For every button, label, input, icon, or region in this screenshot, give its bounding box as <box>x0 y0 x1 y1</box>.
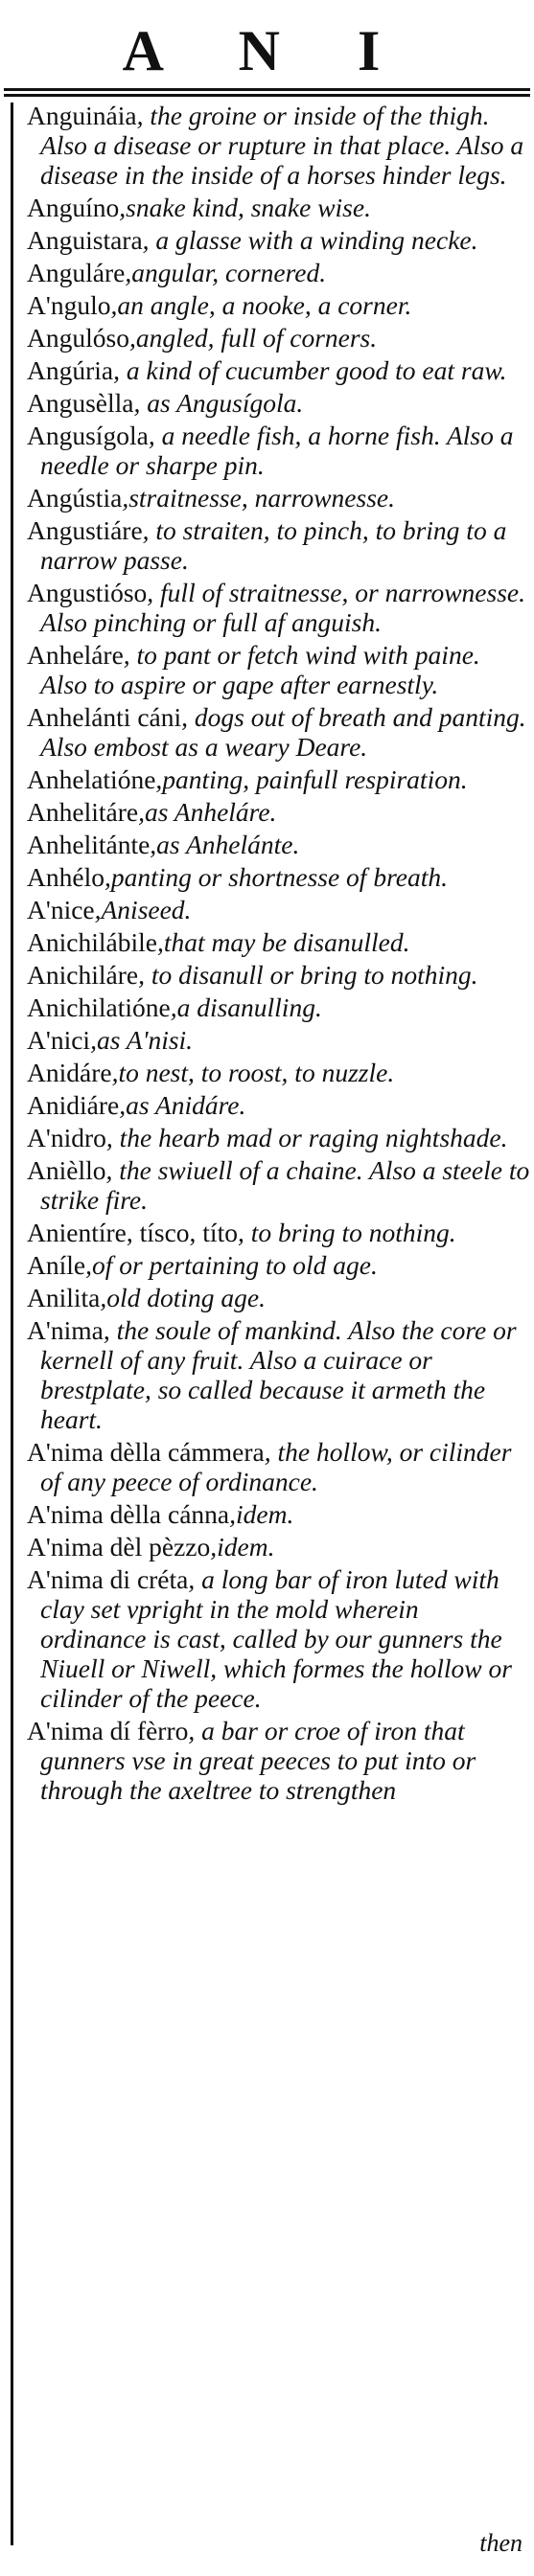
entry-definition: idem. <box>217 1532 275 1562</box>
dictionary-entry <box>27 1218 530 1247</box>
dictionary-entry <box>27 960 530 990</box>
entry-separator: , <box>119 1090 127 1120</box>
entry-headword: A'nima dèlla cámmera <box>27 1437 265 1467</box>
dictionary-entry <box>27 388 530 418</box>
entry-definition: to pant or fetch wind with paine. Also to aspire or gape after earnestly. <box>40 640 480 699</box>
dictionary-entry <box>27 1058 530 1087</box>
entry-definition: panting, painfull respiration. <box>162 764 468 794</box>
entry-separator: , <box>103 1315 117 1345</box>
dictionary-entry <box>27 578 530 637</box>
entry-definition: to disanull or bring to nothing. <box>151 960 478 990</box>
dictionary-entry <box>27 101 530 190</box>
entry-separator: , <box>119 193 127 222</box>
entry-separator: , <box>105 1155 120 1185</box>
entry-headword: A'nima <box>27 1315 104 1345</box>
dictionary-entry <box>27 895 530 924</box>
entry-headword: A'nima dèl pèzzo <box>27 1532 211 1562</box>
entry-separator: , <box>147 578 161 607</box>
entry-separator: , <box>150 830 157 859</box>
entry-definition: the hearb mad or raging nightshade. <box>119 1123 508 1152</box>
dictionary-entry <box>27 421 530 480</box>
entry-headword: Angustiáre <box>27 515 143 545</box>
dictionary-entry <box>27 830 530 859</box>
entry-separator: , <box>111 1058 119 1087</box>
catchword: then <box>479 2529 522 2557</box>
entry-headword: Anguláre <box>27 258 126 287</box>
dictionary-entry <box>27 1283 530 1312</box>
entry-definition: dogs out of breath and panting. Also embost as a weary Deare. <box>40 702 526 762</box>
entry-separator: , <box>181 702 195 732</box>
dictionary-entry <box>27 258 530 287</box>
dictionary-entry <box>27 1532 530 1562</box>
dictionary-entry <box>27 483 530 513</box>
entry-definition: as A'nisi. <box>96 1025 194 1055</box>
entry-headword: Anidiáre <box>27 1090 120 1120</box>
dictionary-entry <box>27 1090 530 1120</box>
dictionary-entries <box>27 101 530 1808</box>
entry-separator: , <box>210 1532 218 1562</box>
entry-headword: Angulóso <box>27 323 129 353</box>
dictionary-entry <box>27 225 530 255</box>
dictionary-entry <box>27 1123 530 1152</box>
entry-headword: A'nice <box>27 895 95 924</box>
entry-headword: Anichilábile <box>27 927 157 957</box>
entry-headword: Angusígola <box>27 421 149 450</box>
entry-definition: a disanulling. <box>176 992 322 1022</box>
entry-definition: a kind of cucumber good to eat raw. <box>126 355 507 385</box>
column-rule <box>11 103 13 2545</box>
entry-separator: , <box>123 640 137 670</box>
entry-headword: Angusèlla <box>27 388 134 418</box>
dictionary-entry <box>27 797 530 827</box>
dictionary-entry <box>27 702 530 762</box>
entry-definition: panting or shortnesse of breath. <box>110 862 448 892</box>
entry-definition: angular, cornered. <box>131 258 327 287</box>
dictionary-entry <box>27 515 530 575</box>
entry-separator: , <box>148 421 162 450</box>
entry-definition: idem. <box>236 1499 294 1529</box>
entry-separator: , <box>264 1437 278 1467</box>
dictionary-entry <box>27 927 530 957</box>
entry-headword: Anheláre <box>27 640 124 670</box>
dictionary-entry <box>27 1025 530 1055</box>
entry-separator: , <box>125 258 132 287</box>
dictionary-entry <box>27 992 530 1022</box>
dictionary-entry <box>27 1716 530 1805</box>
entry-separator: , <box>142 515 156 545</box>
entry-separator: , <box>104 862 111 892</box>
entry-definition: snake kind, snake wise. <box>126 193 371 222</box>
entry-separator: , <box>122 483 129 513</box>
entry-separator: , <box>128 323 136 353</box>
dictionary-entry <box>27 862 530 892</box>
dictionary-entry <box>27 1437 530 1496</box>
entry-definition: the soule of mankind. Also the core or kernell of any fruit. Also a cuirace or brestplate, so called because it armeth the heart. <box>40 1315 517 1434</box>
entry-definition: the swiuell of a chaine. Also a steele to strike fire. <box>40 1155 530 1215</box>
entry-definition: a glasse with a winding necke. <box>155 225 478 255</box>
entry-separator: , <box>136 101 151 130</box>
entry-definition: as Anheláre. <box>144 797 277 827</box>
entry-headword: Angúria <box>27 355 114 385</box>
dictionary-entry <box>27 1250 530 1280</box>
entry-headword: Anichilatióne <box>27 992 171 1022</box>
dictionary-entry <box>27 1564 530 1713</box>
entry-separator: , <box>90 1025 97 1055</box>
entry-definition: a long bar of iron luted with clay set vpright in the mold wherein ordinance is cast, called by our gunners the Niuell or Niwell, which formes the hollow or cilinder of the peece. <box>40 1564 512 1713</box>
entry-headword: Anguináia <box>27 101 137 130</box>
entry-definition: to straiten, to pinch, to bring to a narrow passe. <box>40 515 507 575</box>
entry-headword: Angústia <box>27 483 123 513</box>
entry-definition: a needle fish, a horne fish. Also a needle or sharpe pin. <box>40 421 514 480</box>
dictionary-entry <box>27 1499 530 1529</box>
entry-definition: the hollow, or cilinder of any peece of ordinance. <box>40 1437 512 1496</box>
entry-separator: , <box>155 764 163 794</box>
entry-headword: Angustióso <box>27 578 148 607</box>
dictionary-entry <box>27 290 530 320</box>
entry-headword: Anhelitáre <box>27 797 139 827</box>
entry-definition: an angle, a nooke, a corner. <box>117 290 412 320</box>
entry-separator: , <box>229 1499 236 1529</box>
entry-separator: , <box>138 797 145 827</box>
entry-headword: Aníle <box>27 1250 86 1280</box>
dictionary-entry <box>27 1155 530 1215</box>
entry-headword: Anilita <box>27 1283 101 1312</box>
entry-headword: Anguistara <box>27 225 143 255</box>
entry-definition: as Angusígola. <box>147 388 304 418</box>
entry-separator: , <box>133 388 148 418</box>
entry-headword: Anièllo <box>27 1155 106 1185</box>
entry-separator: , <box>138 960 151 990</box>
entry-headword: A'ngulo <box>27 290 111 320</box>
entry-headword: A'nima di créta <box>27 1564 189 1594</box>
entry-separator: , <box>237 1218 251 1247</box>
entry-headword: Anientíre, tísco, títo <box>27 1218 238 1247</box>
entry-headword: A'nidro <box>27 1123 106 1152</box>
entry-headword: Anhelatióne <box>27 764 156 794</box>
entry-definition: to nest, to roost, to nuzzle. <box>118 1058 395 1087</box>
dictionary-entry <box>27 640 530 699</box>
entry-definition: as Anidáre. <box>126 1090 246 1120</box>
entry-definition: straitnesse, narrownesse. <box>128 483 395 513</box>
entry-separator: , <box>105 1123 120 1152</box>
entry-separator: , <box>188 1716 202 1745</box>
entry-headword: A'nima dèlla cánna <box>27 1499 230 1529</box>
dictionary-entry <box>27 323 530 353</box>
entry-separator: , <box>100 1283 107 1312</box>
entry-headword: A'nici <box>27 1025 91 1055</box>
entry-definition: as Anhelánte. <box>156 830 300 859</box>
entry-separator: , <box>113 355 127 385</box>
entry-separator: , <box>94 895 102 924</box>
entry-definition: Aniseed. <box>101 895 192 924</box>
entry-separator: , <box>188 1564 202 1594</box>
dictionary-entry <box>27 355 530 385</box>
dictionary-entry <box>27 193 530 222</box>
entry-definition: the groine or inside of the thigh. Also a disease or rupture in that place. Also a disease in the inside of a horses hinder legs. <box>40 101 524 190</box>
entry-definition: of or pertaining to old age. <box>91 1250 378 1280</box>
entry-headword: Anhelánti cáni <box>27 702 182 732</box>
entry-headword: Anhélo <box>27 862 104 892</box>
entry-headword: Anhelitánte <box>27 830 151 859</box>
entry-separator: , <box>156 927 164 957</box>
entry-definition: full of straitnesse, or narrownesse. Also pinching or full af anguish. <box>40 578 525 637</box>
entry-separator: , <box>110 290 118 320</box>
entry-headword: A'nima dí fèrro <box>27 1716 189 1745</box>
entry-headword: Anidáre <box>27 1058 112 1087</box>
header-rule-top <box>4 88 530 91</box>
entry-definition: to bring to nothing. <box>250 1218 456 1247</box>
entry-definition: angled, full of corners. <box>135 323 378 353</box>
entry-headword: Anguíno <box>27 193 120 222</box>
header-rule-bottom <box>4 94 530 97</box>
entry-definition: a bar or croe of iron that gunners vse in great peeces to put into or through the axeltree to strengthen <box>40 1716 476 1805</box>
entry-separator: , <box>142 225 156 255</box>
page-header: A N I <box>122 19 412 82</box>
entry-separator: , <box>170 992 177 1022</box>
entry-definition: that may be disanulled. <box>163 927 410 957</box>
dictionary-entry <box>27 1315 530 1434</box>
dictionary-entry <box>27 764 530 794</box>
entry-separator: , <box>85 1250 92 1280</box>
entry-definition: old doting age. <box>106 1283 267 1312</box>
entry-headword: Anichiláre <box>27 960 139 990</box>
